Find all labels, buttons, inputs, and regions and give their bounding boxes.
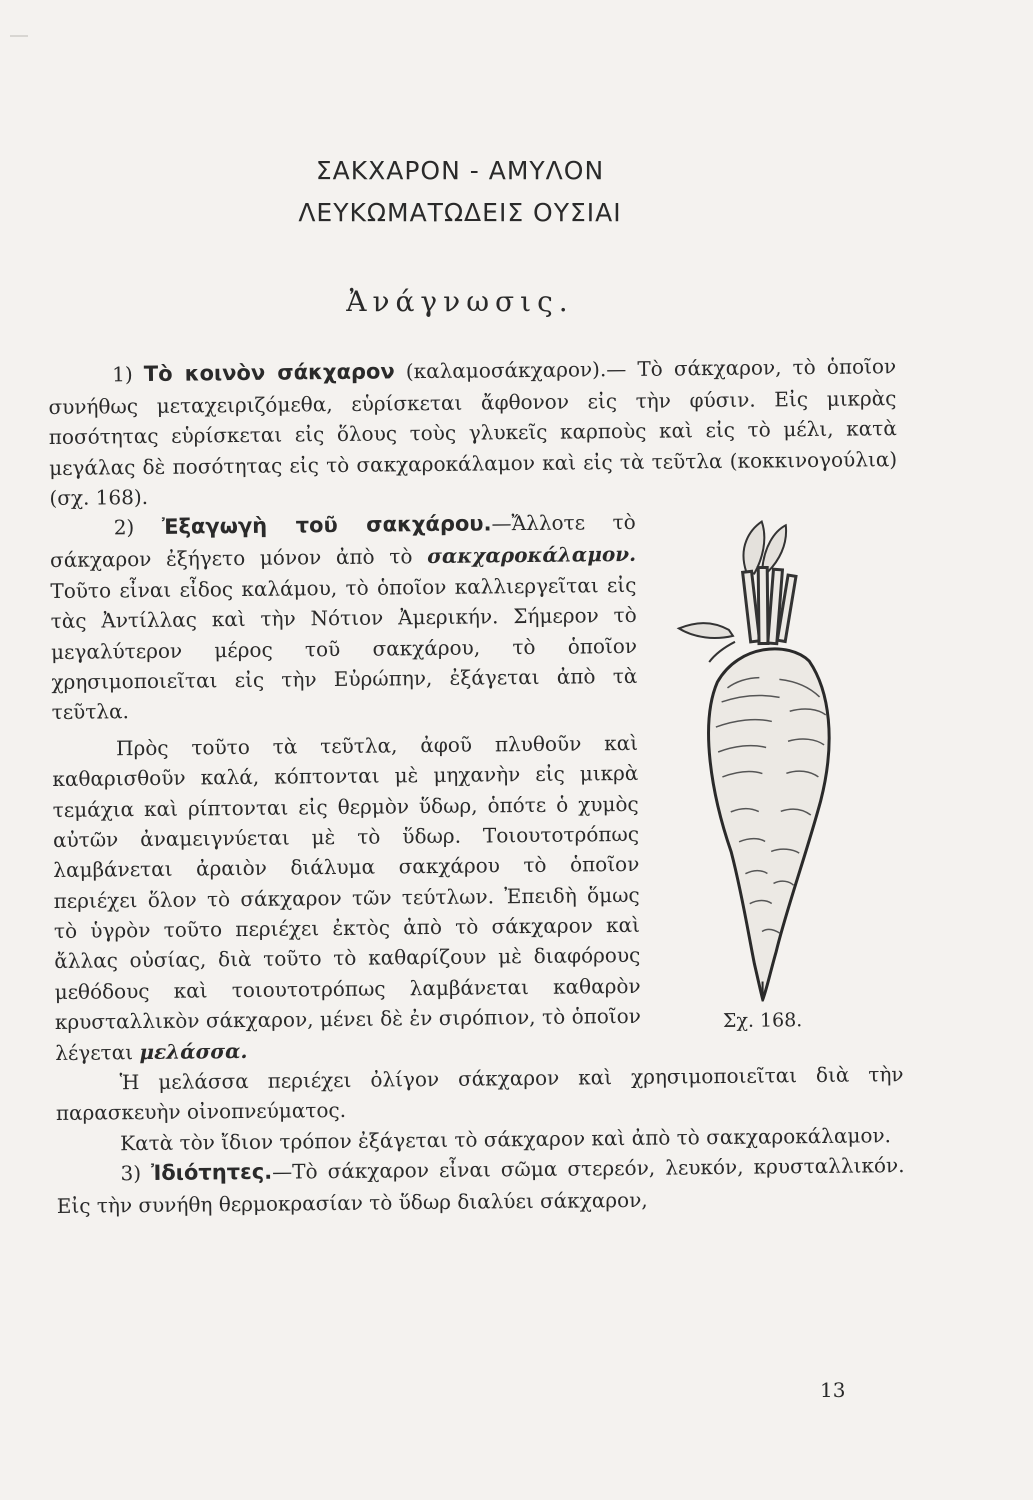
section1-number: 1) [112,362,133,387]
section2-heading: Ἐξαγωγὴ τοῦ σακχάρου. [161,511,492,540]
beetroot-illustration [658,511,903,1003]
figure-caption: Σχ. 168. [722,1009,803,1033]
section3-heading: Ἰδιότητες. [151,1159,273,1186]
section1-text: (καλαμοσάκχαρον).— Τὸ σάκχαρον, τὸ ὁποῖον συνήθως μεταχειριζόμεθα, εὑρίσκεται ἄφθονον εἰς τὴν φύσιν. Εἰς μικρὰς ποσότητας εὑρίσκεται εἰς ὅλους τοὺς γλυκεῖς καρποὺς καὶ εἰς τὸ μέλι, κατὰ μεγάλας δὲ ποσότητας εἰς τὸ σακχαροκάλαμον καὶ εἰς τὰ τεῦτλα (κοκκινογούλια) (σχ. 168). [48,354,898,511]
body-text [48,351,905,1221]
page-number: 13 [820,1378,846,1402]
paragraph-molasses [55,1059,904,1129]
leaf-top-right [762,526,787,572]
paragraph-properties [56,1150,905,1221]
paragraph-common-sugar [48,351,898,513]
leaf-top-left [743,522,765,574]
section1-heading: Τὸ κοινὸν σάκχαρον [143,359,395,386]
section3-number: 3) [120,1161,142,1186]
stalk-2 [758,568,768,644]
chapter-title-line2: ΛΕΥΚΩΜΑΤΩΔΕΙΣ ΟΥΣΙΑΙ [298,198,622,227]
section2-emphasis: σακχαροκάλαμον. [427,542,637,569]
reading-subtitle: Ἀνάγνωσις. [346,285,574,318]
para3-text: Πρὸς τοῦτο τὰ τεῦτλα, ἀφοῦ πλυθοῦν καὶ καθαρισθοῦν καλά, κόπτονται μὲ μηχανὴν εἰς μικρὰ τεμάχια καὶ ρίπτονται εἰς θερμὸν ὕδωρ, ὁπότε ὁ χυμὸς αὐτῶν ἀναμειγνύεται μὲ τὸ ὕδωρ. Τοιουτοτρόπως λαμβάνεται ἀραιὸν διάλυμα σακχάρου τὸ ὁποῖον περιέχει ὅλον τὸ σάκχαρον τῶν τεύτλων. Ἐπειδὴ ὅμως τὸ ὑγρὸν τοῦτο περιέχει ἐκτὸς ἀπὸ τὸ σάκχαρον καὶ ἄλλας οὐσίας, διὰ τοῦτο τὸ καθαρίζουν μὲ διαφόρους μεθόδους καὶ τοιουτοτρόπως λαμβάνεται καθαρὸν κρυσταλλικὸν σάκχαρον, μένει δὲ ἐν σιρόπιον, τὸ ὁποῖον λέγεται [52,730,642,1065]
section2-text-b: Τοῦτο εἶναι εἶδος καλάμου, τὸ ὁποῖον καλλιεργεῖται εἰς τὰς Ἀντίλλας καὶ τὴν Νότιον Ἀμερικήν. Σήμερον τὸ μεγαλύτερον μέρος τοῦ σακχάρου, τὸ ὁποῖον χρησιμοποιεῖται εἰς τὴν Εὐρώπην, ἐξάγεται ἀπὸ τὰ τεῦτλα. [50,572,638,725]
section2-text-a: —Ἄλλοτε τὸ σάκχαρον ἐξήγετο μόνον ἀπὸ τὸ [49,510,636,573]
leaf-stub [709,642,735,662]
para3-emphasis: μελάσσα. [139,1038,248,1064]
leaf-left [679,623,733,638]
chapter-title-line1: ΣΑΚΧΑΡΟΝ - ΑΜΥΛΟΝ [315,156,605,185]
para4-text: Ἡ μελάσσα περιέχει ὀλίγον σάκχαρον καὶ χρησιμοποιεῖται διὰ τὴν παρασκευὴν οἰνοπνεύματος. [55,1062,904,1126]
figure-168 [658,511,904,1053]
section3-text: —Τὸ σάκχαρον εἶναι σῶμα στερεόν, λευκόν, κρυσταλλικόν. Εἰς τὴν συνήθη θερμοκρασίαν τὸ ὕδωρ διαλύει σάκχαρον, [56,1153,905,1219]
scan-mark [10,35,28,37]
section2-number: 2) [113,515,135,540]
para5-text: Κατὰ τὸν ἴδιον τρόπον ἐξάγεται τὸ σάκχαρον καὶ ἀπὸ τὸ σακχαροκάλαμον. [120,1123,892,1156]
